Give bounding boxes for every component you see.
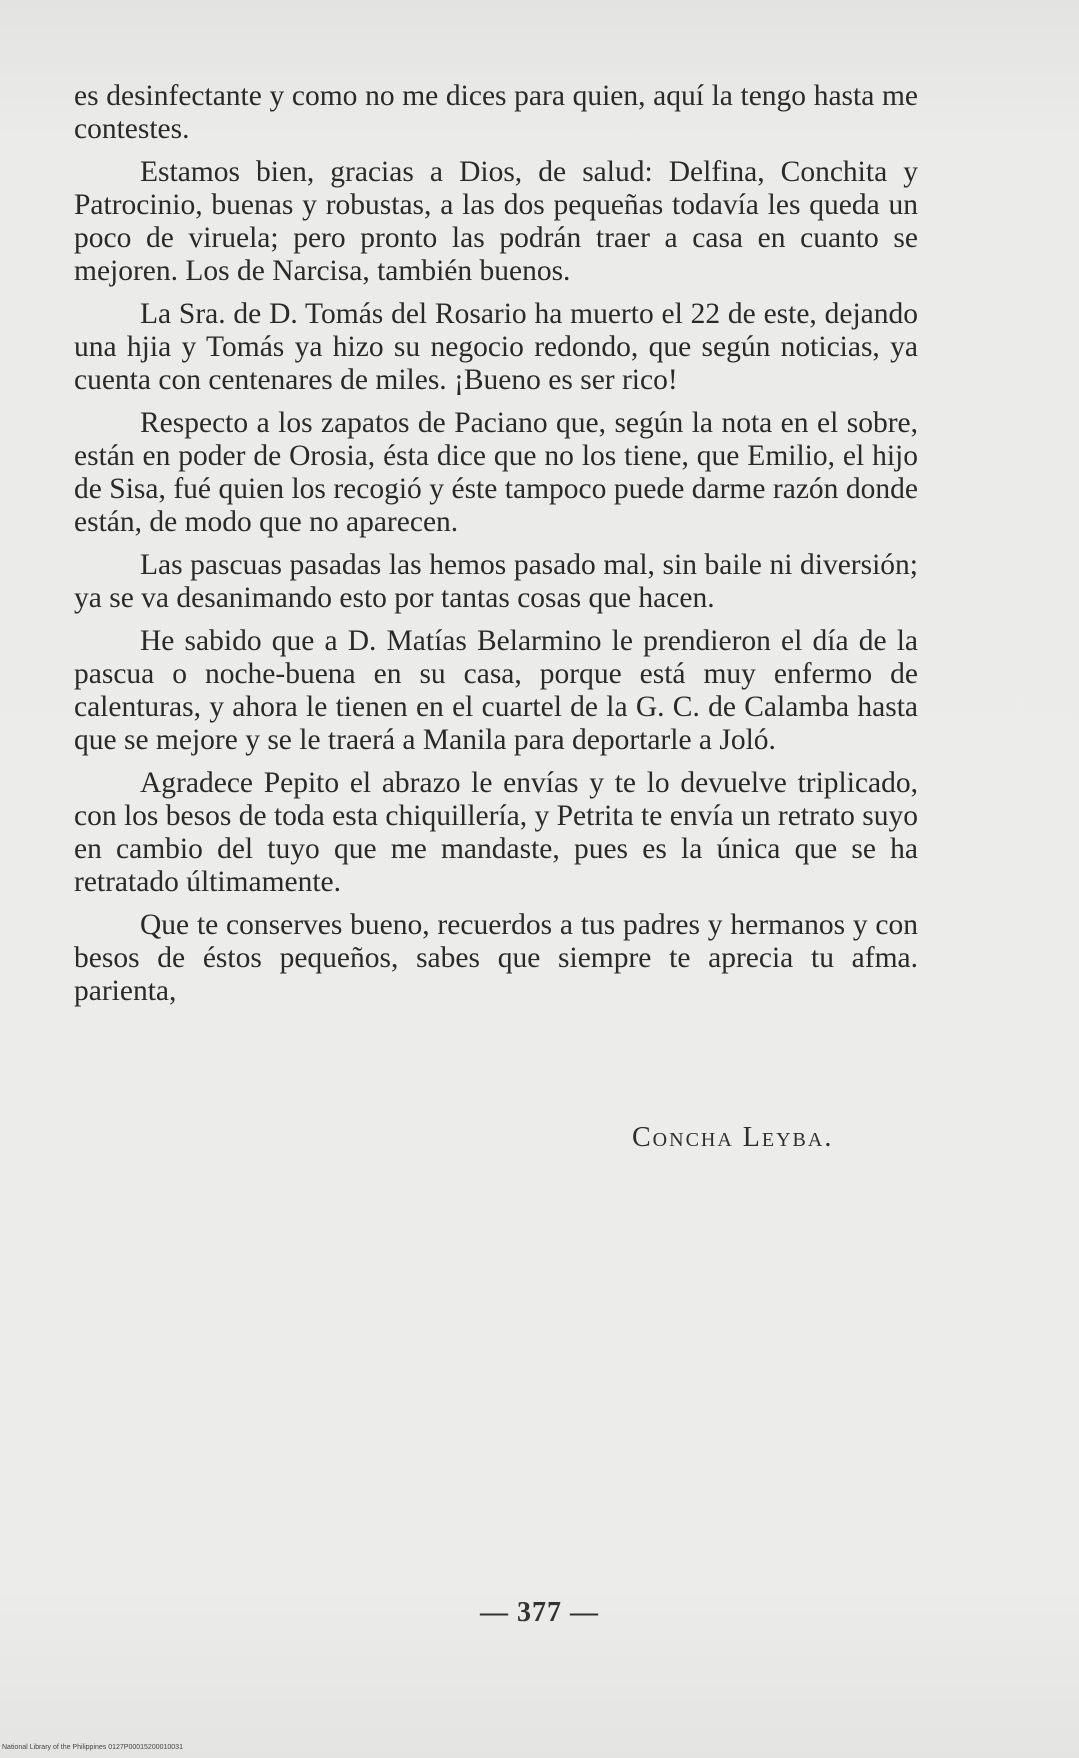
page-number: — 377 —: [480, 1597, 599, 1628]
paragraph-8: Que te conserves bueno, recuerdos a tus padres y hermanos y con besos de éstos pequeños, sabes que siempre te aprecia tu afma. parienta,: [74, 909, 918, 1007]
signature: Concha Leyba.: [632, 1122, 834, 1153]
paragraph-1: es desinfectante y como no me dices para quien, aquí la tengo hasta me contestes.: [74, 80, 918, 145]
paragraph-2: Estamos bien, gracias a Dios, de salud: Delfina, Conchita y Patrocinio, buenas y robustas, a las dos pequeñas todavía les queda un poco de viruela; pero pronto las podrán traer a casa en cuanto se mejoren. Los de Narcisa, también buenos.: [74, 156, 918, 287]
paragraph-4: Respecto a los zapatos de Paciano que, según la nota en el sobre, están en poder de Orosia, ésta dice que no los tiene, que Emilio, el hijo de Sisa, fué quien los recogió y éste tampoco puede darme razón donde están, de modo que no aparecen.: [74, 407, 918, 538]
footer-credit: National Library of the Philippines 0127P00015200010031: [2, 1744, 183, 1751]
paragraph-7: Agradece Pepito el abrazo le envías y te lo devuelve triplicado, con los besos de toda esta chiquillería, y Petrita te envía un retrato suyo en cambio del tuyo que me mandaste, pues es la única que se ha retratado últimamente.: [74, 767, 918, 898]
paragraph-5: Las pascuas pasadas las hemos pasado mal, sin baile ni diversión; ya se va desanimando esto por tantas cosas que hacen.: [74, 549, 918, 614]
letter-body: [74, 80, 918, 1018]
paragraph-6: He sabido que a D. Matías Belarmino le prendieron el día de la pascua o noche-buena en su casa, porque está muy enfermo de calenturas, y ahora le tienen en el cuartel de la G. C. de Calamba hasta que se mejore y se le traerá a Manila para deportarle a Joló.: [74, 625, 918, 756]
paragraph-3: La Sra. de D. Tomás del Rosario ha muerto el 22 de este, dejando una hjia y Tomás ya hizo su negocio redondo, que según noticias, ya cuenta con centenares de miles. ¡Bueno es ser rico!: [74, 298, 918, 396]
